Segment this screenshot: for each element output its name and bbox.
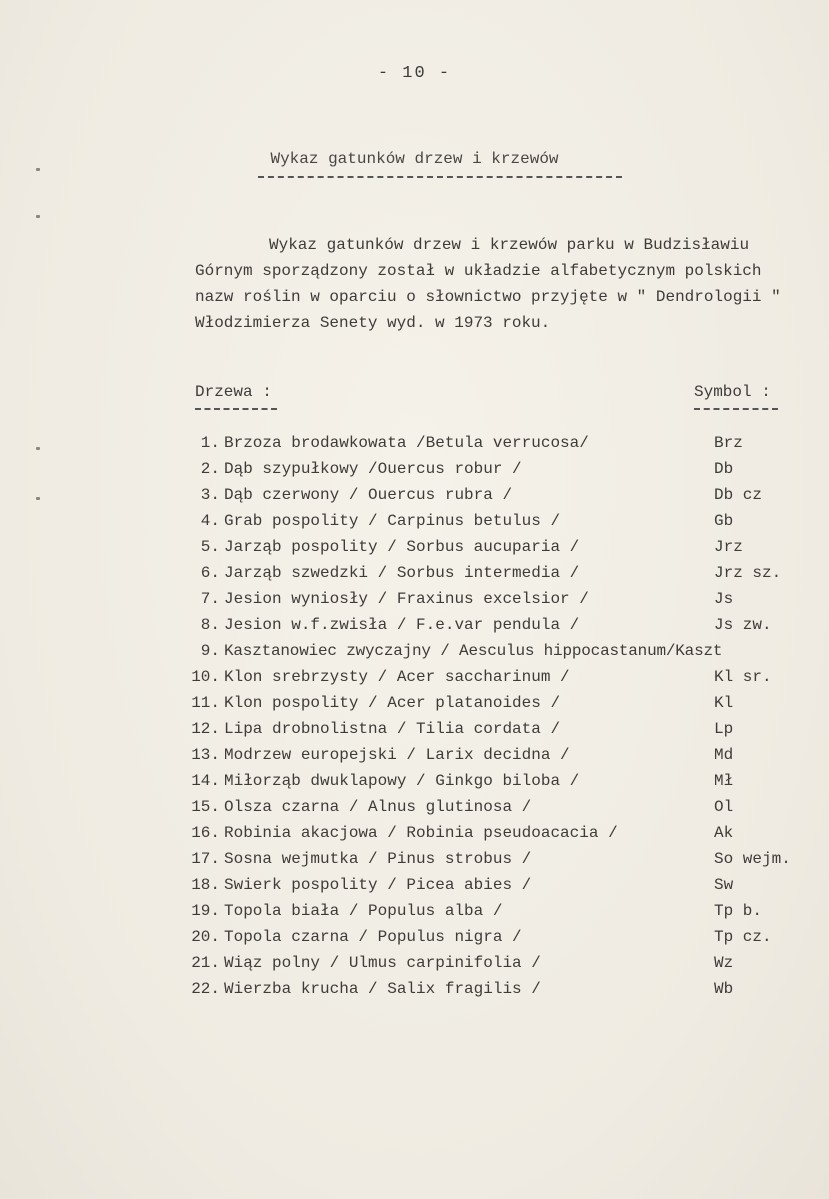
trees-header: Drzewa : — [195, 383, 272, 401]
row-number: 6. — [200, 564, 220, 582]
row-number: 5. — [200, 538, 220, 556]
tree-name: Jesion w.f.zwisła / F.e.var pendula / — [224, 616, 580, 634]
tree-row — [0, 638, 829, 664]
tree-name: Kasztanowiec zwyczajny / Aesculus hippocastanum/Kaszt — [224, 642, 723, 660]
row-number: 22. — [191, 980, 220, 998]
tree-name: Swierk pospolity / Picea abies / — [224, 876, 532, 894]
row-number: 11. — [191, 694, 220, 712]
tree-row — [0, 690, 829, 716]
tree-name: Dąb szypułkowy /Ouercus robur / — [224, 460, 522, 478]
tree-symbol: Mł — [714, 772, 734, 790]
tree-row — [0, 950, 829, 976]
tree-name: Olsza czarna / Alnus glutinosa / — [224, 798, 532, 816]
tree-name: Topola biała / Populus alba / — [224, 902, 503, 920]
tree-row — [0, 456, 829, 482]
tree-symbol: Lp — [714, 720, 734, 738]
tree-symbol: Sw — [714, 876, 734, 894]
row-number: 18. — [191, 876, 220, 894]
tree-name: Modrzew europejski / Larix decidna / — [224, 746, 570, 764]
tree-name: Wiąz polny / Ulmus carpinifolia / — [224, 954, 541, 972]
tree-symbol: Ol — [714, 798, 734, 816]
tree-name: Brzoza brodawkowata /Betula verrucosa/ — [224, 434, 589, 452]
row-number: 16. — [191, 824, 220, 842]
row-number: 13. — [191, 746, 220, 764]
tree-name: Robinia akacjowa / Robinia pseudoacacia / — [224, 824, 618, 842]
tree-row — [0, 742, 829, 768]
row-number: 1. — [200, 434, 220, 452]
tree-symbol: Kl sr. — [714, 668, 772, 686]
row-number: 10. — [191, 668, 220, 686]
tree-name: Klon pospolity / Acer platanoides / — [224, 694, 561, 712]
margin-mark — [36, 168, 40, 171]
tree-row — [0, 612, 829, 638]
tree-row — [0, 560, 829, 586]
tree-symbol: Kl — [714, 694, 734, 712]
tree-name: Topola czarna / Populus nigra / — [224, 928, 522, 946]
tree-row — [0, 664, 829, 690]
title-underline — [258, 176, 622, 178]
tree-row — [0, 430, 829, 456]
page-title: Wykaz gatunków drzew i krzewów — [270, 150, 559, 168]
tree-row — [0, 820, 829, 846]
row-number: 12. — [191, 720, 220, 738]
tree-list — [0, 430, 829, 1002]
tree-name: Sosna wejmutka / Pinus strobus / — [224, 850, 532, 868]
row-number: 4. — [200, 512, 220, 530]
tree-name: Jesion wyniosły / Fraxinus excelsior / — [224, 590, 589, 608]
row-number: 15. — [191, 798, 220, 816]
tree-row — [0, 794, 829, 820]
tree-symbol: Brz — [714, 434, 743, 452]
intro-paragraph — [195, 232, 815, 336]
page-number: - 10 - — [377, 64, 452, 83]
tree-row — [0, 508, 829, 534]
tree-name: Jarząb szwedzki / Sorbus intermedia / — [224, 564, 580, 582]
row-number: 9. — [200, 642, 220, 660]
symbol-header: Symbol : — [694, 383, 771, 401]
tree-row — [0, 924, 829, 950]
tree-row — [0, 872, 829, 898]
tree-row — [0, 976, 829, 1002]
tree-symbol: Gb — [714, 512, 734, 530]
tree-row — [0, 534, 829, 560]
tree-row — [0, 716, 829, 742]
tree-row — [0, 846, 829, 872]
tree-symbol: Js zw. — [714, 616, 772, 634]
tree-name: Dąb czerwony / Ouercus rubra / — [224, 486, 513, 504]
intro-line: nazw roślin w oparciu o słownictwo przyjęte w " Dendrologii " — [195, 288, 781, 306]
row-number: 3. — [200, 486, 220, 504]
tree-name: Lipa drobnolistna / Tilia cordata / — [224, 720, 561, 738]
tree-name: Miłorząb dwuklapowy / Ginkgo biloba / — [224, 772, 580, 790]
intro-line: Włodzimierza Senety wyd. w 1973 roku. — [195, 314, 551, 332]
tree-row — [0, 586, 829, 612]
tree-name: Jarząb pospolity / Sorbus aucuparia / — [224, 538, 580, 556]
tree-symbol: Jrz — [714, 538, 743, 556]
tree-symbol: Wb — [714, 980, 734, 998]
row-number: 2. — [200, 460, 220, 478]
tree-symbol: Jrz sz. — [714, 564, 782, 582]
row-number: 20. — [191, 928, 220, 946]
row-number: 21. — [191, 954, 220, 972]
tree-row — [0, 482, 829, 508]
tree-row — [0, 898, 829, 924]
row-number: 19. — [191, 902, 220, 920]
tree-symbol: Db — [714, 460, 734, 478]
row-number: 14. — [191, 772, 220, 790]
tree-symbol: Md — [714, 746, 734, 764]
intro-line: Wykaz gatunków drzew i krzewów parku w Budzisławiu — [269, 236, 750, 254]
tree-symbol: Db cz — [714, 486, 763, 504]
tree-name: Klon srebrzysty / Acer saccharinum / — [224, 668, 570, 686]
tree-symbol: Js — [714, 590, 734, 608]
row-number: 17. — [191, 850, 220, 868]
trees-header-underline — [195, 408, 277, 410]
tree-name: Grab pospolity / Carpinus betulus / — [224, 512, 561, 530]
row-number: 8. — [200, 616, 220, 634]
intro-line: Górnym sporządzony został w układzie alfabetycznym polskich — [195, 262, 762, 280]
tree-symbol: So wejm. — [714, 850, 791, 868]
tree-symbol: Tp b. — [714, 902, 763, 920]
symbol-header-underline — [694, 408, 778, 410]
tree-symbol: Ak — [714, 824, 734, 842]
margin-mark — [36, 215, 40, 218]
tree-name: Wierzba krucha / Salix fragilis / — [224, 980, 541, 998]
tree-symbol: Wz — [714, 954, 734, 972]
tree-symbol: Tp cz. — [714, 928, 772, 946]
tree-row — [0, 768, 829, 794]
row-number: 7. — [200, 590, 220, 608]
